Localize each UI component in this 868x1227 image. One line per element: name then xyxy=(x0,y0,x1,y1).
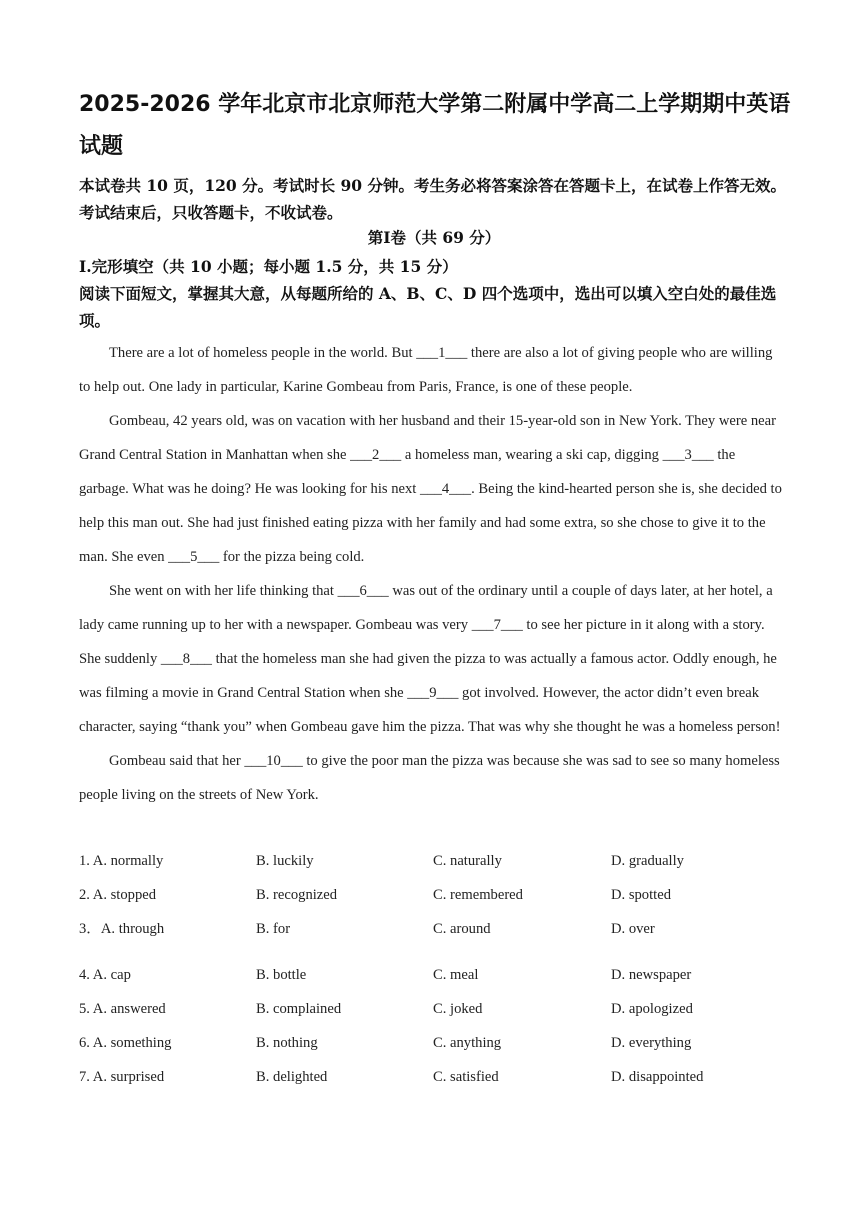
passage-text: There are a lot of homeless people in the world. But xyxy=(109,345,417,361)
option-row xyxy=(79,1028,799,1062)
passage-text: She went on with her life thinking that xyxy=(109,583,338,599)
passage-text: that the homeless man she had given the pizza to was actually a famous actor. Oddly enough, he was filming a movie in Grand Central Station when she xyxy=(79,651,777,701)
option-choice: C. remembered xyxy=(433,887,523,903)
cloze-blank: ___1___ xyxy=(416,345,468,361)
answer-options xyxy=(79,846,799,1096)
passage-text: a homeless man, wearing a ski cap, digging xyxy=(401,447,663,463)
option-row xyxy=(79,960,799,994)
option-choice: B. complained xyxy=(256,1001,342,1017)
option-choice: B. bottle xyxy=(256,967,307,983)
cloze-blank: ___6___ xyxy=(337,583,389,599)
passage-paragraph xyxy=(79,336,785,404)
option-choice: D. spotted xyxy=(611,887,671,903)
option-choice: 5. A. answered xyxy=(79,1001,166,1017)
option-choice: B. for xyxy=(256,921,291,937)
passage-text: got involved. However, the actor didn’t even break character, saying “thank you” when Gombeau gave him the pizza. That was why she thought he was a homeless person! xyxy=(79,685,781,735)
passage-paragraph xyxy=(79,744,785,812)
option-choice: C. naturally xyxy=(433,853,502,869)
cloze-blank: ___10___ xyxy=(244,753,303,769)
option-choice: B. recognized xyxy=(256,887,338,903)
section-instruction: 阅读下面短文，掌握其大意，从每题所给的 A、B、C、D 四个选项中，选出可以填入空白处的最佳选项。 xyxy=(79,284,777,330)
passage-text: to see her picture in it along with a story. She suddenly xyxy=(79,617,765,667)
option-choice: 1. A. normally xyxy=(79,853,164,869)
option-choice: C. around xyxy=(433,921,491,937)
option-choice: C. meal xyxy=(433,967,479,983)
option-choice: 3．A. through xyxy=(79,921,165,937)
passage-text: . Being the kind-hearted person she is, she decided to help this man out. She had just finished eating pizza with her family and had some extra, so she chose to give it to the man. She even xyxy=(79,481,782,565)
option-choice: 7. A. surprised xyxy=(79,1069,165,1085)
option-choice: 2. A. stopped xyxy=(79,887,157,903)
option-choice: 4. A. cap xyxy=(79,967,131,983)
cloze-blank: ___9___ xyxy=(407,685,459,701)
cloze-passage xyxy=(79,336,785,812)
option-choice: C. joked xyxy=(433,1001,483,1017)
option-choice: D. newspaper xyxy=(611,967,692,983)
passage-text: for the pizza being cold. xyxy=(219,549,365,565)
option-row xyxy=(79,880,799,914)
option-choice: D. gradually xyxy=(611,853,684,869)
passage-text: was out of the ordinary until a couple of days later, at her hotel, a lady came running up to her with a newspaper. Gombeau was very xyxy=(79,583,773,633)
passage-text: Gombeau, 42 years old, was on vacation with her husband and their 15-year-old son in New York. They were near Grand Central Station in Manhattan when she xyxy=(79,413,776,463)
option-choice: B. nothing xyxy=(256,1035,318,1051)
option-row xyxy=(79,846,799,880)
option-choice: D. apologized xyxy=(611,1001,693,1017)
option-row xyxy=(79,994,799,1028)
exam-title: 2025-2026 学年北京市北京师范大学第二附属中学高二上学期期中英语试题 xyxy=(79,92,791,159)
passage-paragraph xyxy=(79,574,785,744)
option-choice: C. satisfied xyxy=(433,1069,499,1085)
passage-text: the garbage. What was he doing? He was looking for his next xyxy=(79,447,736,497)
passage-text: to give the poor man the pizza was because she was sad to see so many homeless people living on the streets of New York. xyxy=(79,753,780,803)
option-choice: D. over xyxy=(611,921,655,937)
option-row xyxy=(79,1062,799,1096)
option-choice: D. disappointed xyxy=(611,1069,704,1085)
passage-text: Gombeau said that her xyxy=(109,753,245,769)
option-choice: B. luckily xyxy=(256,853,314,869)
option-choice: C. anything xyxy=(433,1035,502,1051)
cloze-blank: ___5___ xyxy=(168,549,220,565)
cloze-blank: ___4___ xyxy=(419,481,472,497)
exam-note: 本试卷共 10 页，120 分。考试时长 90 分钟。考生务必将答案涂答在答题卡上，在试卷上作答无效。考试结束后，只收答题卡，不收试卷。 xyxy=(79,176,786,222)
cloze-blank: ___2___ xyxy=(350,447,402,463)
option-choice: 6. A. something xyxy=(79,1035,172,1051)
option-choice: B. delighted xyxy=(256,1069,328,1085)
cloze-blank: ___8___ xyxy=(160,651,212,667)
section-title: Ⅰ.完形填空（共 10 小题；每小题 1.5 分，共 15 分） xyxy=(79,257,458,276)
option-choice: D. everything xyxy=(611,1035,692,1051)
cloze-blank: ___3___ xyxy=(662,447,714,463)
cloze-blank: ___7___ xyxy=(471,617,523,633)
part-title: 第Ⅰ卷（共 69 分） xyxy=(367,228,501,247)
option-row xyxy=(79,914,799,960)
passage-paragraph xyxy=(79,404,785,574)
passage-text: there are also a lot of giving people who are willing to help out. One lady in particular, Karine Gombeau from Paris, France, is one of these people. xyxy=(79,345,773,395)
